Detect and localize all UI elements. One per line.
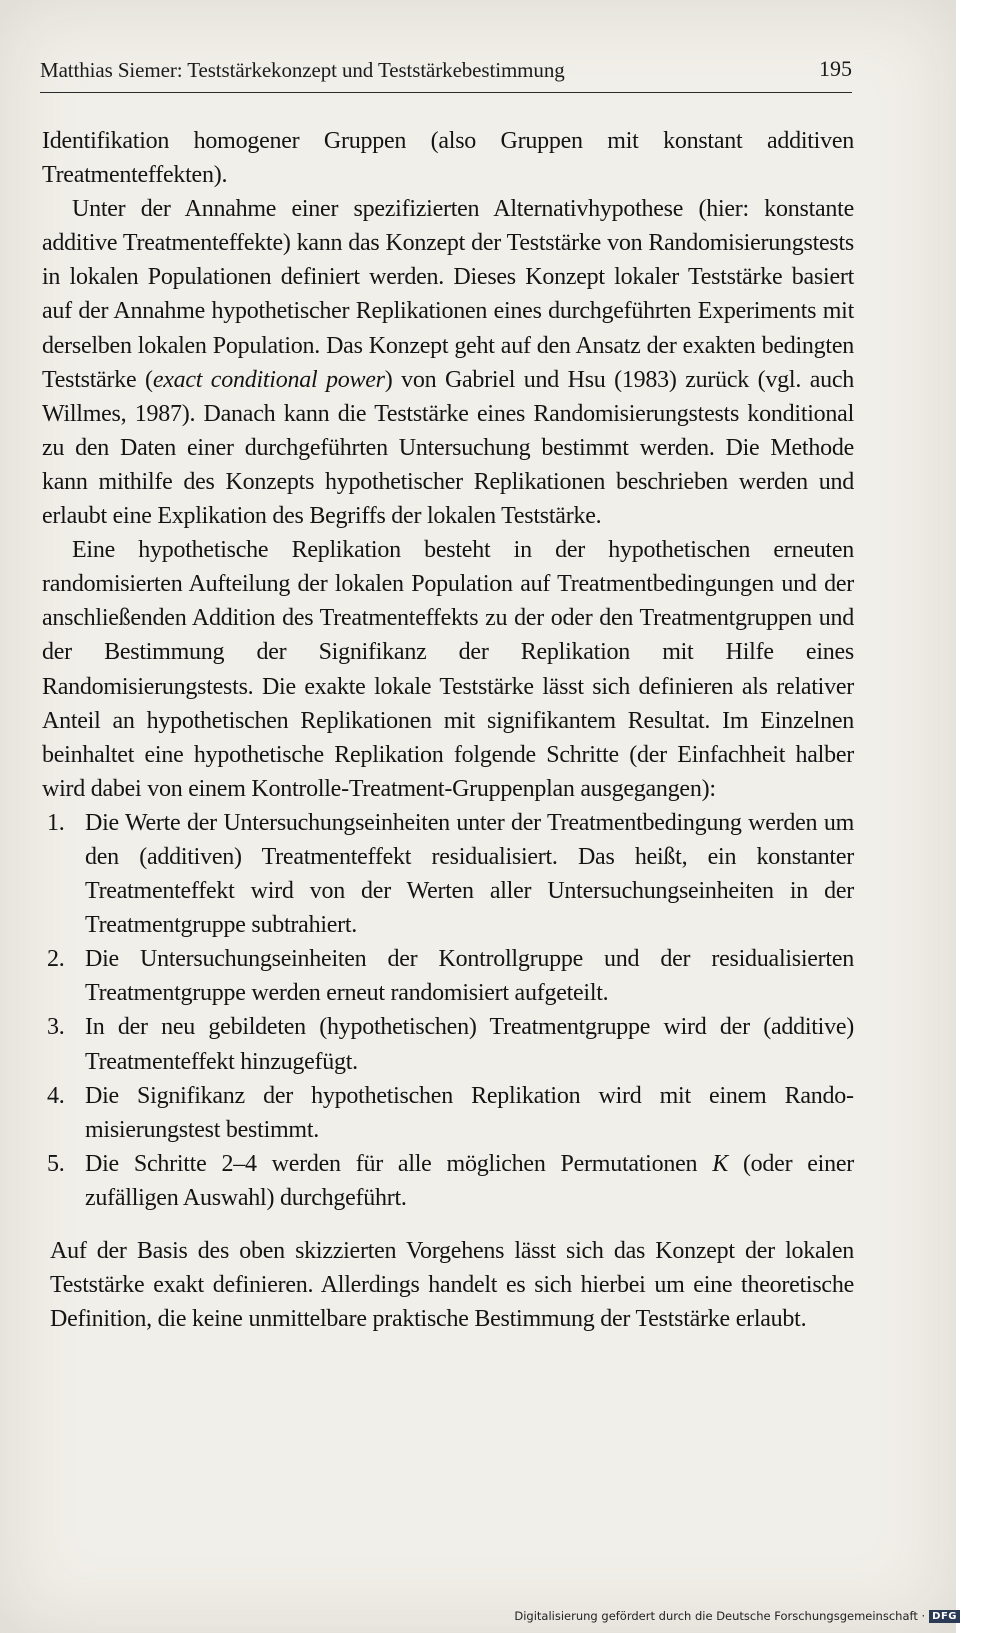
paragraph-2-italic: exact conditional power xyxy=(152,366,385,393)
page-number: 195 xyxy=(819,56,852,81)
list-text: Die Signifikanz der hypothetischen Replikation wird mit einem Randomisierungstest bestimmt. xyxy=(85,1082,854,1143)
paragraph-2-text-b: ) von Gabriel und Hsu (1983) zurück (vgl. auch Willmes, 1987). Danach kann die Teststärke eines Randomisierungstests konditional zu den Daten einer durchgeführten Untersuchung bestimmt werden. Die Methode kann mithilfe des Konzepts hypothetischer Replikationen beschrieben werden und erlaubt eine Explikation des Begriffs der lokalen Teststärke. xyxy=(42,366,854,530)
list-item xyxy=(47,942,854,1010)
list-number: 4. xyxy=(47,1082,65,1109)
paragraph-2-text-a: Unter der Annahme einer spezifizierten Alternativhypothese (hier: konstante additive Treatmenteffekte) kann das Konzept der Teststärke von Randomisierungstests in lokalen Populationen definiert werden. Dieses Konzept lokaler Teststärke basiert auf der Annahme hypothetischer Replikationen eines durchgeführten Experiments mit derselben lokalen Population. Das Konzept geht auf den Ansatz der exakten bedingten Teststärke ( xyxy=(42,196,854,393)
body-text xyxy=(42,124,854,1336)
dfg-logo-icon: DFG xyxy=(929,1610,960,1623)
list-item xyxy=(47,806,854,942)
list-number: 3. xyxy=(47,1014,65,1041)
header-title: Matthias Siemer: Teststärkekonzept und Teststärkebestimmung xyxy=(40,58,565,82)
footer-text: Digitalisierung gefördert durch die Deutsche Forschungsgemeinschaft · xyxy=(514,1609,926,1623)
list-item xyxy=(47,1147,854,1215)
list-text: Die Untersuchungseinheiten der Kontrollgruppe und der residualisierten Treatmentgruppe werden erneut randomisiert aufgeteilt. xyxy=(85,946,854,1007)
list-text-a: Die Schritte 2–4 werden für alle möglichen Permutationen xyxy=(85,1150,713,1177)
paragraph-1: Identifikation homogener Gruppen (also Gruppen mit konstant additiven Treatmenteffekten). xyxy=(42,128,854,189)
list-number: 2. xyxy=(47,946,65,973)
running-header xyxy=(40,56,852,93)
list-number: 5. xyxy=(47,1150,65,1177)
paragraph-2 xyxy=(42,192,854,533)
list-item xyxy=(47,1079,854,1147)
list-item xyxy=(47,1010,854,1078)
list-number: 1. xyxy=(47,809,65,836)
list-text: In der neu gebildeten (hypothetischen) Treatmentgruppe wird der (additive) Treatmenteffekt hinzugefügt. xyxy=(85,1014,854,1075)
list-text: Die Werte der Untersuchungseinheiten unter der Treatmentbedingung werden um den (additiven) Treatmenteffekt residualisiert. Das heißt, ein konstanter Treatmenteffekt wird von der Werten aller Untersuchungseinheiten in der Treatmentgruppe subtrahiert. xyxy=(85,809,854,939)
list-text-b: (oder einer zufälligen Auswahl) durchgeführt. xyxy=(85,1150,854,1211)
paragraph-4: Auf der Basis des oben skizzierten Vorgehens lässt sich das Konzept der lokalen Teststärke exakt definieren. Allerdings handelt es sich hierbei um eine theoretische Definition, die keine unmittelbare praktische Bestimmung der Teststärke erlaubt. xyxy=(50,1238,854,1333)
steps-list xyxy=(42,806,854,1215)
digitization-footer xyxy=(514,1609,960,1623)
paragraph-3: Eine hypothetische Replikation besteht in der hypothetischen erneuten randomisierten Aufteilung der lokalen Population auf Treatmentbedingungen und der anschließenden Addition des Treatmenteffekts zu der oder den Treatmentgruppen und der Bestimmung der Signifikanz der Replikation mit Hilfe eines Randomisierungstests. Die exakte lokale Teststärke lässt sich definieren als relativer Anteil an hypothetischen Replikationen mit signifikantem Resultat. Im Einzelnen beinhaltet eine hypothetische Replikation folgende Schritte (der Einfachheit halber wird dabei von einem Kontrolle-Treatment-Gruppenplan ausgegangen): xyxy=(42,537,854,802)
list-text-italic: K xyxy=(712,1150,728,1177)
page-margin xyxy=(956,0,1000,1633)
